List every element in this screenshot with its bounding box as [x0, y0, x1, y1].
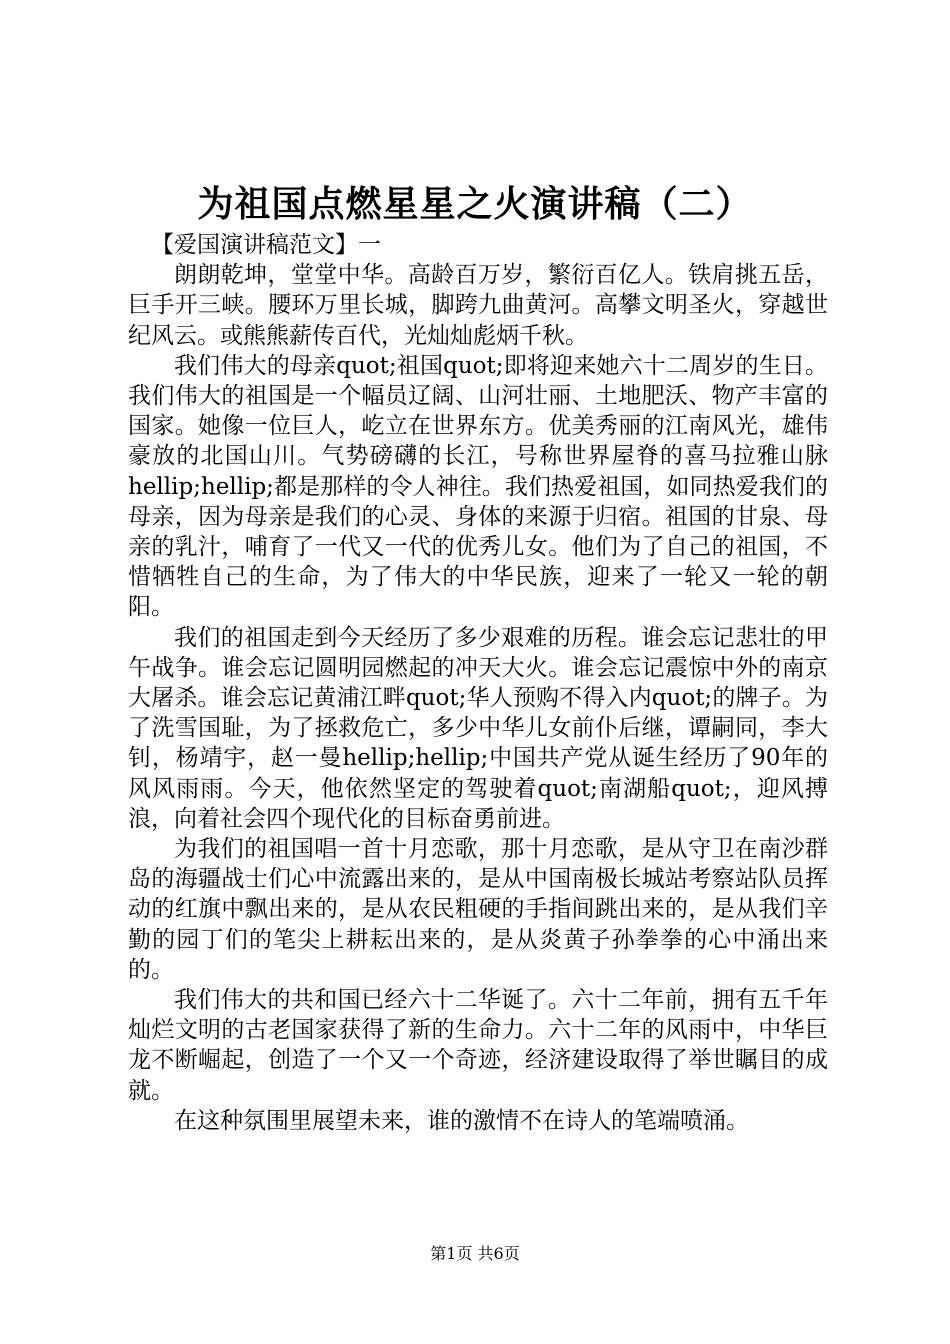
- category-label: 【爱国演讲稿范文】一: [151, 232, 381, 258]
- paragraph-5: 我们伟大的共和国已经六十二华诞了。六十二年前，拥有五千年灿烂文明的古老国家获得了新的生命力。六十二年的风雨中，中华巨龙不断崛起，创造了一个又一个奇迹，经济建设取得了举世瞩目的成就。: [128, 987, 828, 1104]
- document-title: 为祖国点燃星星之火演讲稿（二）: [197, 184, 753, 225]
- paragraph-4: 为我们的祖国唱一首十月恋歌，那十月恋歌，是从守卫在南沙群岛的海疆战士们心中流露出来的，是从中国南极长城站考察站队员挥动的红旗中飘出来的，是从农民粗硬的手指间跳出来的，是从我们辛勤的园丁们的笔尖上耕耘出来的，是从炎黄子孙拳拳的心中涌出来的。: [128, 836, 828, 983]
- paragraph-3: 我们的祖国走到今天经历了多少艰难的历程。谁会忘记悲壮的甲午战争。谁会忘记圆明园燃起的冲天大火。谁会忘记震惊中外的南京大屠杀。谁会忘记黄浦江畔quot;华人预购不得入内quot;的牌子。为了洗雪国耻，为了拯救危亡，多少中华儿女前仆后继，谭嗣同，李大钊，杨靖宇，赵一曼hellip;hellip;中国共产党从诞生经历了90年的风风雨雨。今天，他依然坚定的驾驶着quot;南湖船quot;，迎风搏浪，向着社会四个现代化的目标奋勇前进。: [128, 624, 828, 832]
- paragraph-1: 朗朗乾坤，堂堂中华。高龄百万岁，繁衍百亿人。铁肩挑五岳，巨手开三峡。腰环万里长城，脚跨九曲黄河。高攀文明圣火，穿越世纪风云。或熊熊薪传百代，光灿灿彪炳千秋。: [128, 262, 828, 349]
- paragraph-2: 我们伟大的母亲quot;祖国quot;即将迎来她六十二周岁的生日。我们伟大的祖国是一个幅员辽阔、山河壮丽、土地肥沃、物产丰富的国家。她像一位巨人，屹立在世界东方。优美秀丽的江南风光，雄伟豪放的北国山川。气势磅礴的长江，号称世界屋脊的喜马拉雅山脉hellip;hellip;都是那样的令人神往。我们热爱祖国，如同热爱我们的母亲，因为母亲是我们的心灵、身体的来源于归宿。祖国的甘泉、母亲的乳汁，哺育了一代又一代的优秀儿女。他们为了自己的祖国，不惜牺牲自己的生命，为了伟大的中华民族，迎来了一轮又一轮的朝阳。: [128, 352, 828, 621]
- paragraph-6: 在这种氛围里展望未来，谁的激情不在诗人的笔端喷涌。: [174, 1107, 749, 1134]
- document-body: [128, 230, 828, 1136]
- page-footer: 第1页 共6页: [430, 1244, 520, 1263]
